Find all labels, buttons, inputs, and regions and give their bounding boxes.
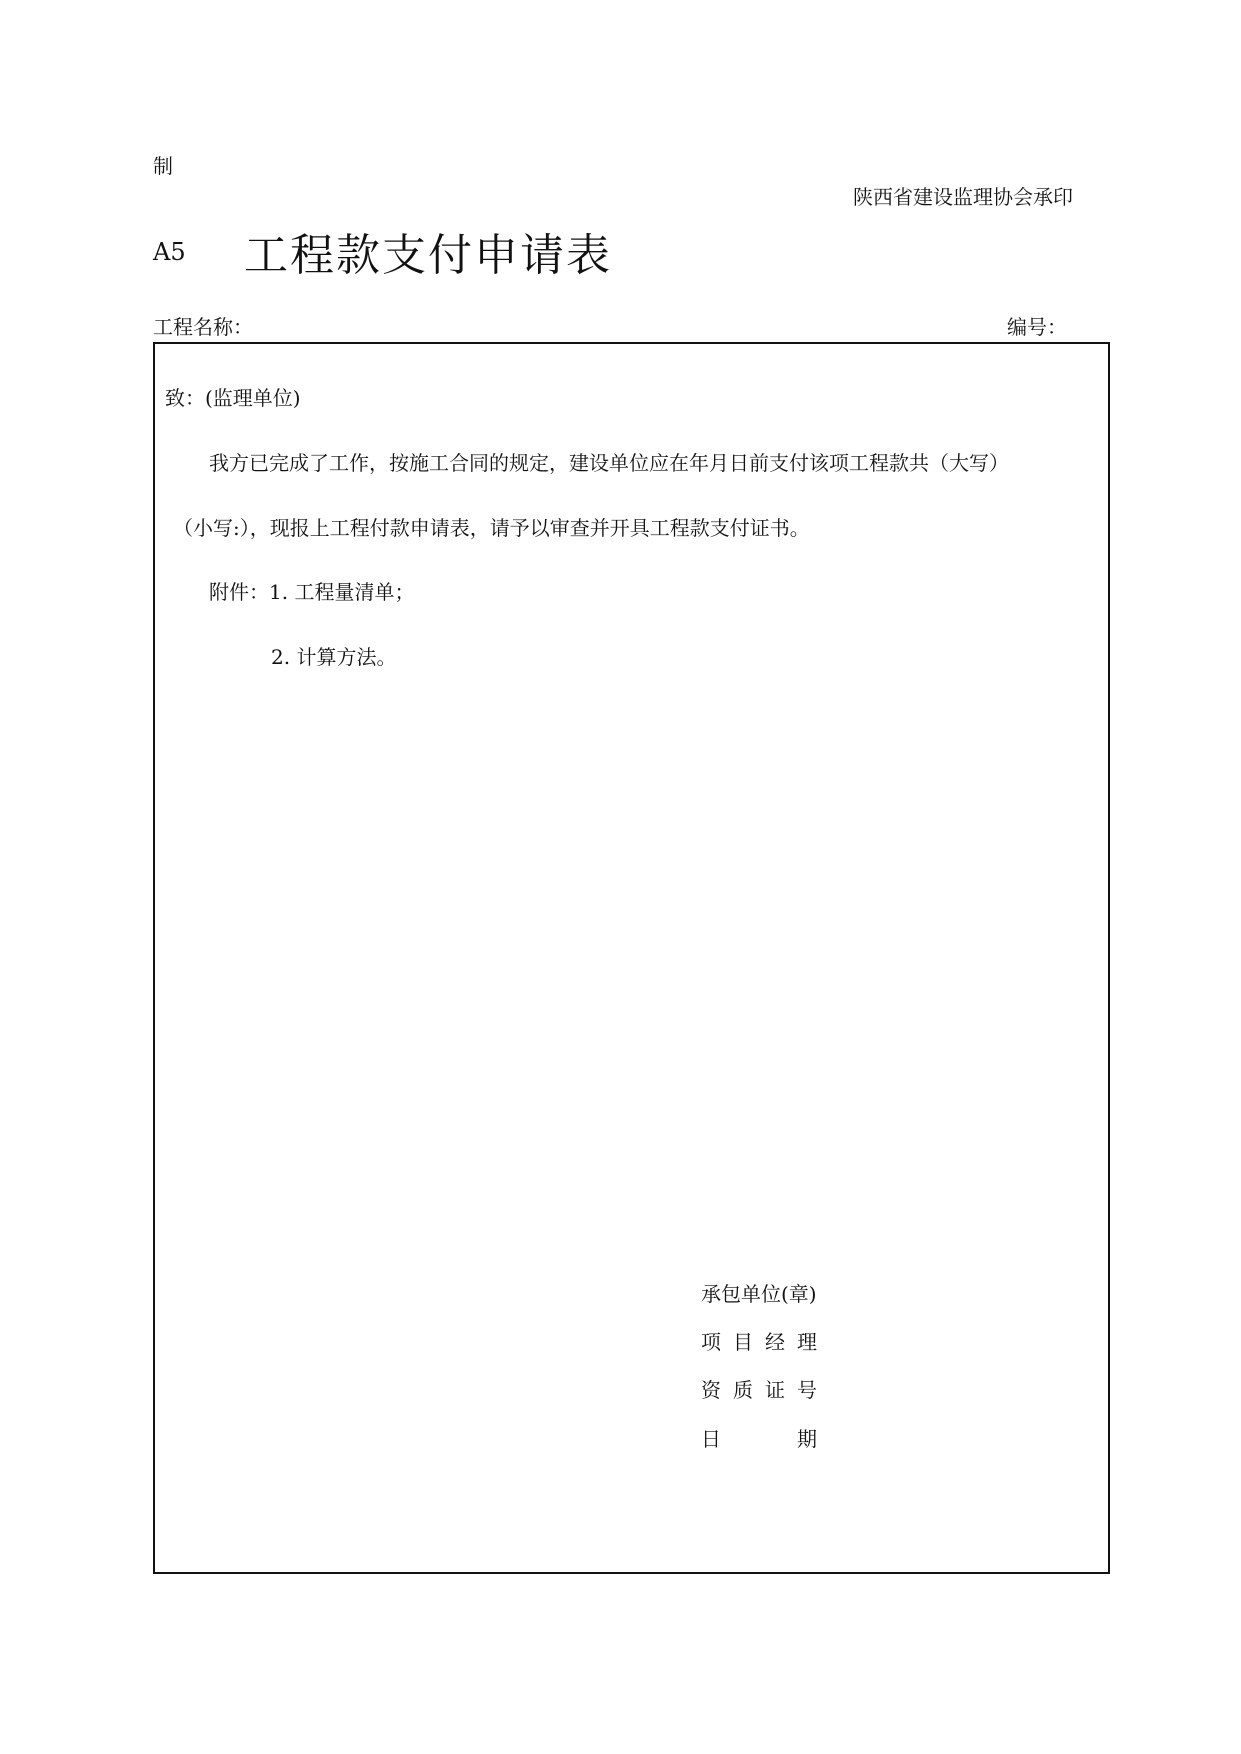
page-title: 工程款支付申请表 [244, 230, 612, 281]
request-paragraph-line1: 我方已完成了工作，按施工合同的规定，建设单位应在年月日前支付该项工程款共（大写） [209, 451, 1009, 475]
project-manager-label: 项目经理 [701, 1330, 829, 1354]
corner-mark: 制 [153, 154, 173, 178]
project-name-label: 工程名称： [153, 315, 253, 339]
serial-number-label: 编号： [1007, 315, 1067, 339]
qualification-cert-label: 资质证号 [701, 1378, 829, 1402]
attachment-item-1: 附件：1. 工程量清单； [209, 580, 415, 604]
attachment-item-2: 2. 计算方法。 [271, 645, 397, 669]
printer-note: 陕西省建设监理协会承印 [853, 185, 1073, 209]
contractor-seal-label: 承包单位(章) [701, 1282, 817, 1306]
addressee: 致：(监理单位) [165, 386, 301, 410]
form-code: A5 [153, 238, 186, 266]
form-box [153, 342, 1110, 1574]
request-paragraph-line2: （小写:），现报上工程付款申请表，请予以审查并开具工程款支付证书。 [173, 516, 810, 540]
date-label: 日期 [701, 1427, 893, 1451]
